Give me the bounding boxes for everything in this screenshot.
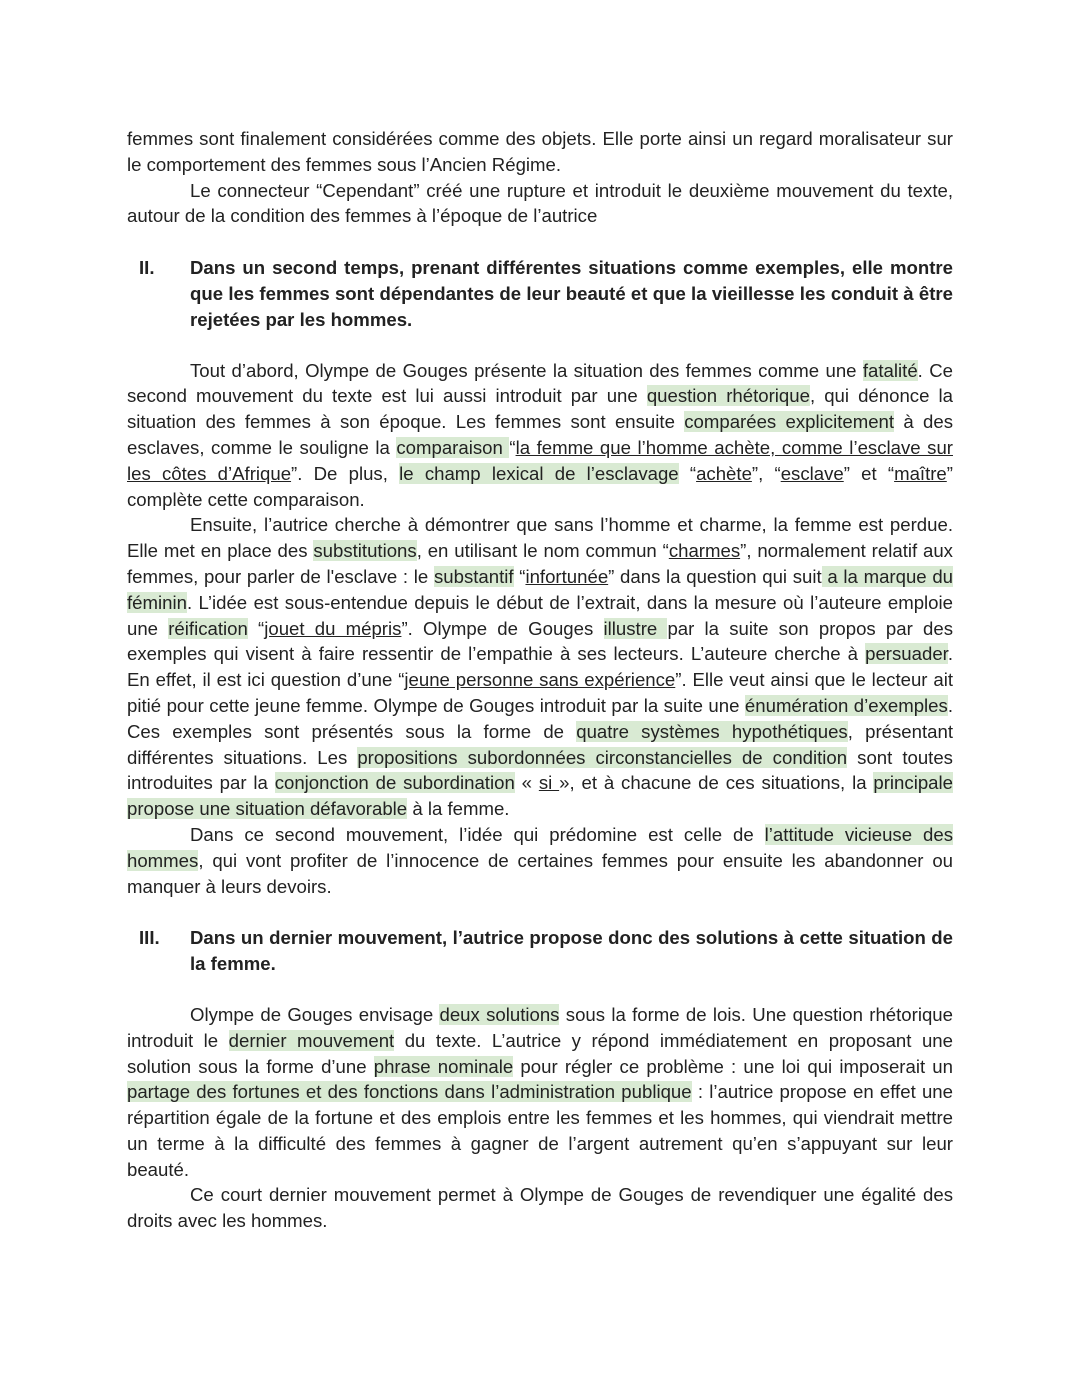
text-run: . L’idée est sous-entendue depuis le début de l’extrait, dans la mesure où l’auteure emploie une — [127, 591, 953, 639]
highlighted-phrase: propositions subordonnées circonstancielles de condition — [357, 746, 848, 768]
text-run: pour régler ce problème : une loi qui imposerait un — [513, 1055, 953, 1077]
highlighted-phrase: comparaison — [396, 436, 510, 458]
text-run: sont toutes introduites par la — [127, 746, 953, 794]
section2-paragraph-1 — [127, 358, 953, 513]
highlighted-phrase: partage des fortunes et des fonctions dans l’administration publique — [127, 1081, 692, 1103]
text-run: , en utilisant le nom commun “ — [416, 540, 669, 562]
underlined-quote: la femme que l’homme achète, comme l’esclave sur les côtes d’Afrique — [127, 436, 953, 484]
text-run: Le connecteur “Cependant” créé une rupture et introduit le deuxième mouvement du texte, autour de la condition des femmes à l’époque de l’autrice — [127, 179, 953, 227]
text-run: . Ces exemples sont présentés sous la forme de — [127, 694, 953, 742]
highlighted-phrase: conjonction de subordination — [274, 772, 515, 794]
highlighted-phrase: dernier mouvement — [228, 1029, 395, 1051]
text-run: , présentant différentes situations. Les — [127, 720, 953, 768]
section-title-3: Dans un dernier mouvement, l’autrice propose donc des solutions à cette situation de la femme. — [190, 927, 953, 975]
highlighted-phrase: réification — [168, 617, 248, 639]
highlighted-phrase: le champ lexical de l’esclavage — [399, 462, 679, 484]
text-run: ”, “ — [751, 462, 781, 484]
document-page — [127, 126, 953, 1234]
text-run: Ensuite, l’autrice cherche à démontrer que sans l’homme et charme, la femme est perdue. Elle met en place des — [127, 514, 953, 562]
highlighted-phrase: question rhétorique — [646, 385, 810, 407]
text-run: “ — [247, 617, 265, 639]
section-number-3: III. — [139, 927, 160, 949]
text-run: Ce court dernier mouvement permet à Olympe de Gouges de revendiquer une égalité des droits avec les hommes. — [127, 1184, 953, 1232]
text-run: “ — [513, 565, 526, 587]
text-run: ” et “ — [843, 462, 895, 484]
text-run: “ — [509, 436, 516, 458]
text-run: à la femme. — [407, 798, 510, 820]
highlighted-phrase: quatre systèmes hypothétiques — [576, 720, 848, 742]
text-run: , qui dénonce la situation des femmes à son époque. Les femmes sont ensuite — [127, 385, 953, 433]
highlighted-phrase: a la marque du féminin — [127, 565, 953, 613]
underlined-quote: esclave — [780, 462, 844, 484]
highlighted-phrase: deux solutions — [439, 1003, 560, 1025]
text-run: Olympe de Gouges envisage — [190, 1003, 440, 1025]
text-run: ”. Olympe de Gouges — [401, 617, 604, 639]
text-run: ”. De plus, — [291, 462, 400, 484]
section2-paragraph-2 — [127, 512, 953, 822]
section-number-2: II. — [139, 257, 155, 279]
text-run: du texte. L’autrice y répond immédiatement en proposant une solution sous la forme d’une — [127, 1029, 953, 1077]
highlighted-phrase: phrase nominale — [373, 1055, 514, 1077]
text-run: femmes sont finalement considérées comme des objets. Elle porte ainsi un regard moralisateur sur le comportement des femmes sous l’Ancien Régime. — [127, 128, 953, 175]
text-run: , qui vont profiter de l’innocence de certaines femmes pour ensuite les abandonner ou manquer à leurs devoirs. — [127, 849, 953, 897]
highlighted-phrase: l’attitude vicieuse des hommes — [127, 823, 953, 871]
underlined-quote: maître — [894, 462, 947, 484]
section3-paragraph-1 — [127, 1002, 953, 1183]
highlighted-phrase: comparées explicitement — [684, 411, 895, 433]
highlighted-phrase: fatalité — [862, 359, 918, 381]
underlined-quote: si — [538, 772, 560, 794]
highlighted-phrase: principale propose une situation défavorable — [127, 772, 953, 820]
text-run: . En effet, il est ici question d’une “ — [127, 643, 953, 691]
text-run: Tout d’abord, Olympe de Gouges présente la situation des femmes comme une — [190, 359, 863, 381]
text-run: Dans ce second mouvement, l’idée qui prédomine est celle de — [190, 823, 765, 845]
underlined-quote: jouet du mépris — [264, 617, 402, 639]
text-run: ”. Elle veut ainsi que le lecteur ait pitié pour cette jeune femme. Olympe de Gouges introduit par la suite une — [127, 669, 953, 716]
text-run: « — [514, 772, 539, 794]
underlined-quote: achète — [696, 462, 752, 484]
text-run: », et à chacune de ces situations, la — [559, 772, 874, 794]
intro-paragraph-1 — [127, 126, 953, 178]
text-run: à des esclaves, comme le souligne la — [127, 411, 953, 458]
text-run: sous la forme de lois. Une question rhétorique introduit le — [127, 1003, 953, 1051]
underlined-quote: charmes — [668, 540, 741, 562]
text-run: : l’autrice propose en effet une répartition égale de la fortune et des emplois entre les femmes et les hommes, qui viendrait mettre un terme à la difficulté des femmes à gagner de l’argent autrement qu’en s’appuyant sur leur beauté. — [127, 1081, 953, 1180]
section-heading-2 — [127, 255, 953, 332]
text-run: ” dans la question qui suit — [608, 565, 822, 587]
section-title-2: Dans un second temps, prenant différentes situations comme exemples, elle montre que les femmes sont dépendantes de leur beauté et que la vieillesse les conduit à être rejetées par les hommes. — [190, 257, 953, 330]
text-run: ”, normalement relatif aux femmes, pour parler de l'esclave : le — [127, 540, 953, 587]
intro-paragraph-2 — [127, 178, 953, 230]
section2-paragraph-3 — [127, 822, 953, 899]
underlined-quote: jeune personne sans expérience — [404, 669, 676, 691]
text-run: par la suite son propos par des exemples qui visent à faire ressentir de l’empathie à ses lecteurs. L’auteure cherche à — [127, 617, 953, 665]
underlined-quote: infortunée — [525, 565, 609, 587]
highlighted-phrase: illustre — [603, 617, 668, 639]
highlighted-phrase: énumération d’exemples — [744, 694, 948, 716]
highlighted-phrase: substitutions — [313, 540, 417, 562]
text-run: “ — [678, 462, 697, 484]
highlighted-phrase: persuader — [865, 643, 948, 665]
section3-paragraph-2 — [127, 1182, 953, 1234]
highlighted-phrase: substantif — [433, 565, 514, 587]
text-run: . Ce second mouvement du texte est lui aussi introduit par une — [127, 359, 953, 407]
text-run: ” complète cette comparaison. — [127, 462, 953, 510]
section-heading-3 — [127, 925, 953, 977]
